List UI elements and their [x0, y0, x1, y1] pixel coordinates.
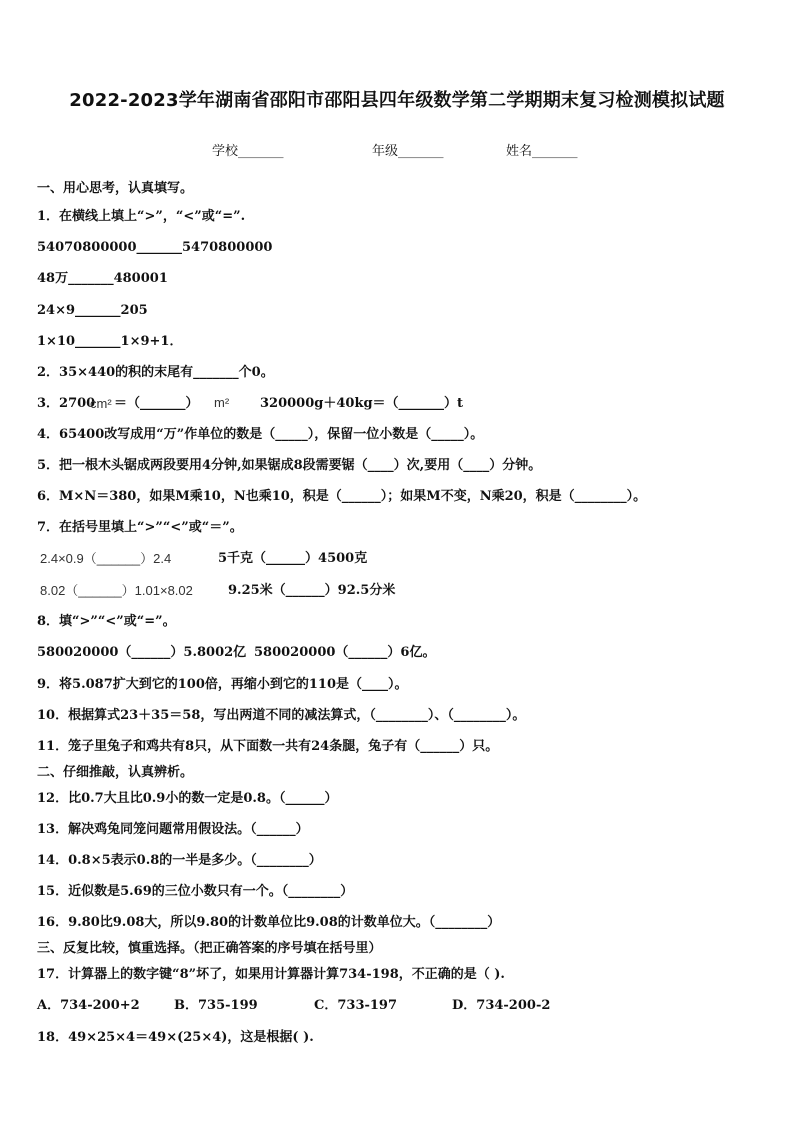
question-10: 10．根据算式23＋35＝58，写出两道不同的减法算式，（________）、（________）。: [37, 708, 526, 723]
question-7a: 2.4×0.9（______）2.4: [40, 551, 172, 566]
question-16: 16．9.80比9.08大，所以9.80的计数单位比9.08的计数单位大。（________）: [37, 915, 501, 930]
question-1c: 24×9_______205: [37, 303, 148, 318]
question-3-part3: 320000g＋40kg＝（_______）t: [260, 396, 464, 411]
question-7: 7．在括号里填上“>”“<”或“＝”。: [37, 520, 243, 535]
question-12: 12．比0.7大且比0.9小的数一定是0.8。（______）: [37, 791, 338, 806]
grade-field: 年级_______: [372, 144, 444, 159]
question-17-option-c: C．733-197: [314, 998, 398, 1013]
question-6: 6．M×N＝380，如果M乘10，N也乘10，积是（______）；如果M不变，N乘20，积是（________）。: [37, 489, 647, 504]
school-field: 学校_______: [212, 144, 284, 159]
question-1a: 54070800000_______5470800000: [37, 240, 273, 255]
question-1b: 48万_______480001: [37, 271, 168, 286]
question-11: 11．笼子里兔子和鸡共有8只，从下面数一共有24条腿，兔子有（______）只。: [37, 739, 499, 754]
question-1d: 1×10_______1×9+1．: [37, 334, 183, 349]
question-7c: 8.02（______）1.01×8.02: [40, 583, 193, 598]
question-7d: 9.25米（______）92.5分米: [228, 583, 396, 598]
question-3-unit-cm2: cm²: [90, 396, 112, 411]
question-17-option-b: B．735-199: [174, 998, 258, 1013]
question-17: 17．计算器上的数字键“8”坏了，如果用计算器计算734-198，不正确的是（ ).: [37, 967, 505, 982]
question-8: 8．填“>”“<”或“=”。: [37, 614, 176, 629]
question-3-unit-m2: m²: [214, 395, 230, 410]
question-1: 1．在横线上填上“>”，“<”或“=”.: [37, 209, 246, 224]
question-17-option-d: D．734-200-2: [452, 998, 551, 1013]
question-17-option-a: A．734-200+2: [37, 998, 140, 1013]
section-2-heading: 二、仔细推敲，认真辨析。: [37, 765, 194, 780]
page-title: 2022-2023学年湖南省邵阳市邵阳县四年级数学第二学期期末复习检测模拟试题: [69, 90, 725, 111]
question-4: 4．65400改写成用“万”作单位的数是（_____），保留一位小数是（_____）。: [37, 427, 484, 442]
question-9: 9．将5.087扩大到它的100倍，再缩小到它的110是（____）。: [37, 677, 408, 692]
question-14: 14．0.8×5表示0.8的一半是多少。（________）: [37, 853, 322, 868]
question-3-part1: 3．2700: [37, 396, 96, 411]
question-8a: 580020000（______）5.8002亿: [37, 645, 247, 660]
question-5: 5．把一根木头锯成两段要用4分钟,如果锯成8段需要锯（____）次,要用（____）分钟。: [37, 458, 542, 473]
question-7b: 5千克（______）4500克: [218, 551, 368, 566]
section-3-heading: 三、反复比较，慎重选择。（把正确答案的序号填在括号里）: [37, 941, 382, 956]
question-8b: 580020000（______）6亿。: [254, 645, 436, 660]
question-3-part2: ＝（_______）: [114, 396, 199, 411]
question-15: 15．近似数是5.69的三位小数只有一个。（________）: [37, 884, 354, 899]
question-18: 18．49×25×4＝49×(25×4)，这是根据( ).: [37, 1030, 314, 1045]
name-field: 姓名_______: [506, 144, 578, 159]
section-1-heading: 一、用心思考，认真填写。: [37, 181, 194, 196]
question-13: 13．解决鸡兔同笼问题常用假设法。（______）: [37, 822, 309, 837]
question-2: 2．35×440的积的末尾有_______个0。: [37, 365, 274, 380]
